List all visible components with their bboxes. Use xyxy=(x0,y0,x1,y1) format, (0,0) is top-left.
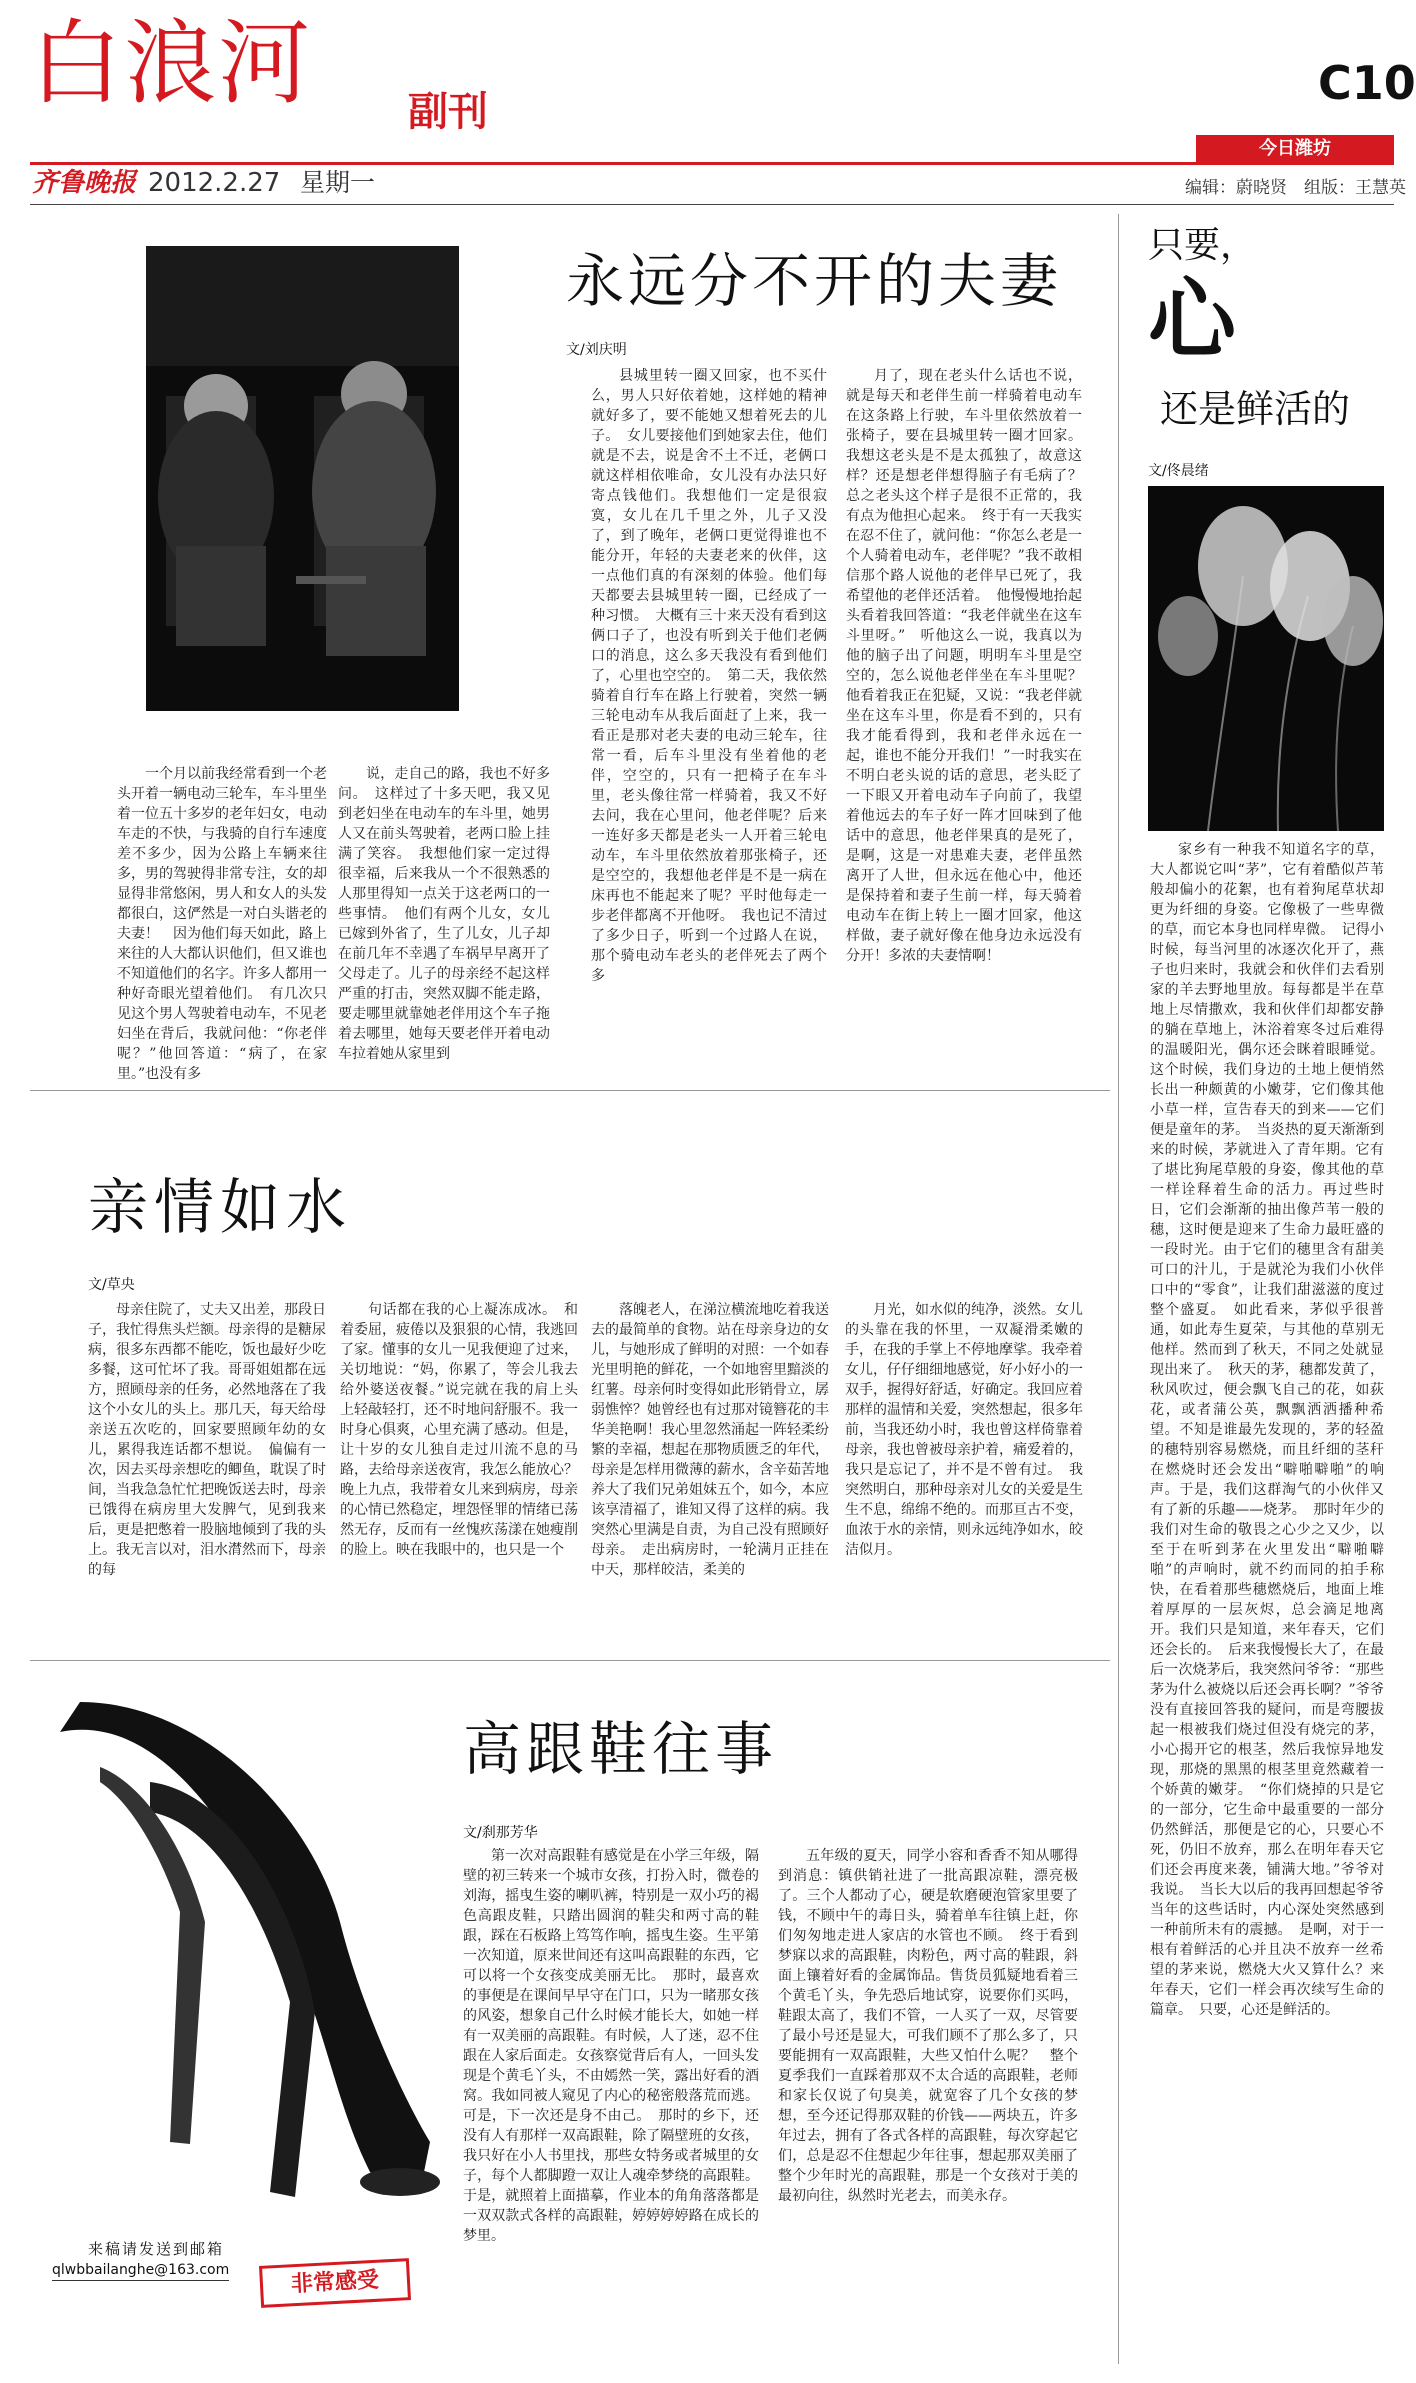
reed-grass-icon xyxy=(1148,486,1384,831)
header-divider xyxy=(30,162,1394,165)
article1-col2-text: 说，走自己的路，我也不好多问。 这样过了十多天吧，我又见到老妇坐在电动车的车斗里，她男人又在前头驾驶着，老两口脸上挂满了笑容。 我想他们家一定过得很幸福，后来我从一个不很熟悉的人那里得知一点关于这老两口的一些事情。 他们有两个儿女，女儿已嫁到外省了，生了儿女，儿子却在前几年不幸遇了车祸早早离开了父母走了。儿子的母亲经不起这样严重的打击，突然双脚不能走路，要走哪里就靠她老伴用这个车子拖着去哪里，她每天要老伴开着电动车拉着她从家里到 xyxy=(338,766,550,1062)
article3-title: 高跟鞋往事 xyxy=(463,1715,779,1783)
article1-column-4 xyxy=(846,366,1082,1079)
high-heel-icon xyxy=(40,1672,445,2227)
page-number: C10 xyxy=(1318,56,1416,110)
article2-column-2 xyxy=(340,1300,592,1648)
article2-bottom-rule xyxy=(30,1660,1110,1661)
article2-col4-text: 月光，如水似的纯净，淡然。女儿的头靠在我的怀里，一双凝滑柔嫩的手，在我的手掌上不停地摩挲。我牵着女儿，仔仔细细地感觉，好小好小的一双手，握得好舒适，好确定。我回应着那样的温情和关爱，突然想起，很多年前，当我还幼小时，我也曾这样倚靠着母亲，我也曾被母亲护着，痛爱着的，我只是忘记了，并不是不曾有过。 我突然明白，那种母亲对儿女的关爱是生生不息，绵绵不绝的。而那亘古不变，血浓于水的亲情，则永远纯净如水，皎洁似月。 xyxy=(845,1302,1083,1558)
article2-title: 亲情如水 xyxy=(88,1173,352,1243)
article4-title-line2: 心 xyxy=(1148,268,1237,371)
issue-date: 2012.2.27 xyxy=(148,168,281,198)
article1-column-2 xyxy=(338,764,550,1079)
article4-title-line1: 只要， xyxy=(1148,225,1257,266)
article1-col1-text: 一个月以前我经常看到一个老头开着一辆电动三轮车，车斗里坐着一位五十多岁的老年妇女，电动车走的不快，与我骑的自行车速度差不多少，因为公路上车辆来往多，男的驾驶得非常专注，女的却显得非常悠闲，男人和女人的头发都很白，这俨然是一对白头谐老的夫妻！ 因为他们每天如此，路上来往的人大都认识他们，但又谁也不知道他们的名字。许多人都用一种好奇眼光望着他们。 有几次只见这个男人驾驶着电动车，不见老妇坐在背后，我就问他：“你老伴呢？”他回答道：“病了，在家里。”也没有多 xyxy=(117,766,327,1082)
paper-name: 齐鲁晚报 xyxy=(32,168,137,198)
section-label: 今日潍坊 xyxy=(1196,135,1394,162)
article2-column-3 xyxy=(591,1300,829,1648)
masthead-title: 白浪河 xyxy=(30,10,313,117)
elderly-couple-photo xyxy=(146,246,459,711)
article2-column-4 xyxy=(845,1300,1083,1648)
article2-col1-text: 母亲住院了，丈夫又出差，那段日子，我忙得焦头烂额。母亲得的是糖尿病，很多东西都不能吃，饭也最好少吃多餐，这可忙坏了我。哥哥姐姐都在远方，照顾母亲的任务，必然地落在了我这个小女儿的头上。那几天，每天给母亲送五次吃的，回家要照顾年幼的女儿，累得我连话都不想说。 偏偏有一次，因去买母亲想吃的鲫鱼，耽误了时间，当我急急忙忙把晚饭送去时，母亲已饿得在病房里大发脾气，见到我来后，更是把憋着一股脑地倾到了我的头上。我无言以对，泪水潸然而下，母亲的每 xyxy=(88,1302,326,1578)
article3-column-1 xyxy=(463,1846,759,2346)
article2-column-1 xyxy=(88,1300,326,1648)
elderly-couple-image-icon xyxy=(146,246,459,711)
article1-byline: 文/刘庆明 xyxy=(566,342,627,358)
article1-column-3 xyxy=(591,366,827,1079)
submission-email[interactable]: qlwbbailanghe@163.com xyxy=(52,2262,229,2281)
article4-body xyxy=(1150,840,1384,2350)
article1-col3-text: 县城里转一圈又回家，也不买什么，男人只好依着她，这样她的精神就好多了，要不能她又想着死去的儿子。 女儿要接他们到她家去住，他们就是不去，说是舍不土不迁，老俩口就这样相依唯命，女儿没有办法只好寄点钱他们。我想他们一定是很寂寞，女儿在几千里之外，儿子又没了，到了晚年，老俩口更觉得谁也不能分开，年轻的夫妻老来的伙伴，这一点他们真的有深刻的体验。他们每天都要去县城里转一圈，已经成了一种习惯。 大概有三十来天没有看到这俩口子了，也没有听到关于他们老俩口的消息，这么多天我没有看到他们了，心里也空空的。 第二天，我依然骑着自行车在路上行驶着，突然一辆三轮电动车从我后面赶了上来，我一看正是那对老夫妻的电动三轮车，往常一看，后车斗里没有坐着他的老伴，空空的，只有一把椅子在车斗里，老头像往常一样骑着，我又不好去问，我在心里问，他老伴呢？后来一连好多天都是老头一人开着三轮电动车，车斗里依然放着那张椅子，还是空空的，我想他老伴是不是一病在床再也不能起来了呢？平时他每走一步老伴都离不开他呀。 我也记不清过了多少日子，听到一个过路人在说，那个骑电动车老头的老伴死去了两个多 xyxy=(591,368,827,984)
article2-col3-text: 落魄老人，在涕泣横流地吃着我送去的最简单的食物。站在母亲身边的女儿，与她形成了鲜明的对照：一个如春光里明艳的鲜花，一个如地窖里黯淡的红薯。母亲何时变得如此形销骨立，孱弱憔悴？她曾经也有过那对镜簪花的丰华美艳啊！我心里忽然涌起一阵轻柔纷繁的幸福，想起在那物质匮乏的年代，母亲是怎样用微薄的薪水，含辛茹苦地养大了我们兄弟姐妹五个，如今，本应该享清福了，谁知又得了这样的病。我突然心里满是自责，为自己没有照顾好母亲。 走出病房时，一轮满月正挂在中天，那样皎洁，柔美的 xyxy=(591,1302,829,1578)
editor-credits: 编辑：蔚晓贤 组版：王慧英 xyxy=(1185,178,1406,198)
reed-grass-photo xyxy=(1148,486,1384,831)
article1-column-1 xyxy=(117,764,327,1082)
article3-col1-text: 第一次对高跟鞋有感觉是在小学三年级，隔壁的初三转来一个城市女孩，打扮入时，微卷的刘海，摇曳生姿的喇叭裤，特别是一双小巧的褐色高跟皮鞋，只踏出圆润的鞋尖和两寸高的鞋跟，踩在石板路上笃笃作响，摇曳生姿。生平第一次知道，原来世间还有这叫高跟鞋的东西，它可以将一个女孩变成美丽无比。 那时，最喜欢的事便是在课间早早守在门口，只为一睹那女孩的风姿，想象自己什么时候才能长大，如她一样有一双美丽的高跟鞋。有时候，人了迷，忍不住跟在人家后面走。女孩察觉背后有人，一回头发现是个黄毛丫头，不由嫣然一笑，露出好看的酒窝。我如同被人窥见了内心的秘密般落荒而逃。可是，下一次还是身不由己。 那时的乡下，还没有人有那样一双高跟鞋，除了隔壁班的女孩，我只好在小人书里找，那些女特务或者城里的女子，每个人都脚蹬一双让人魂牵梦绕的高跟鞋。于是，就照着上面描摹，作业本的角角落落都是一双双款式各样的高跟鞋，婷婷婷婷路在成长的梦里。 xyxy=(463,1848,759,2244)
column-stamp: 非常感受 xyxy=(259,2258,411,2308)
article1-title: 永远分不开的夫妻 xyxy=(566,247,1063,315)
article1-bottom-rule xyxy=(30,1090,1110,1091)
article1-col4-text: 月了，现在老头什么话也不说，就是每天和老伴生前一样骑着电动车在这条路上行驶，车斗里依然放着一张椅子，要在县城里转一圈才回家。我想这老头是不是太孤独了，故意这样？还是想老伴想得脑子有毛病了？总之老头这个样子是很不正常的，我有点为他担心起来。 终于有一天我实在忍不住了，就问他：“你怎么老是一个人骑着电动车，老伴呢？”我不敢相信那个路人说他的老伴早已死了，我希望他的老伴还活着。 他慢慢地抬起头看着我回答道：“我老伴就坐在这车斗里呀。” 听他这么一说，我真以为他的脑子出了问题，明明车斗里是空空的，怎么说他老伴坐在车斗里呢？他看着我正在犯疑，又说：“我老伴就坐在这车斗里，你是看不到的，只有我才能看得到，我和老伴永远在一起，谁也不能分开我们！”一时我实在不明白老头说的话的意思，老头眨了一下眼又开着电动车子向前了，我望着他远去的车子好一阵才回味到了他话中的意思，他老伴果真的是死了，是啊，这是一对患难夫妻，老伴虽然离开了人世，但永远在他心中，他还是保持着和妻子生前一样，每天骑着电动车在街上转上一圈才回家，他这样做，妻子就好像在他身边永远没有分开！多浓的夫妻情啊！ xyxy=(846,368,1082,964)
header-bottom-rule xyxy=(30,204,1394,205)
article4-byline: 文/佟晨绪 xyxy=(1148,463,1209,479)
issue-weekday: 星期一 xyxy=(300,168,376,197)
right-column-divider xyxy=(1118,214,1119,2364)
article4-title-line3: 还是鲜活的 xyxy=(1160,387,1351,431)
article4-body-text: 家乡有一种我不知道名字的草，大人都说它叫“茅”，它有着酷似芦苇般却偏小的花絮，也有着狗尾草状却更为纤细的身姿。它像极了一些卑微的草，而它本身也同样卑微。 记得小时候，每当河里的冰逐次化开了，燕子也归来时，我就会和伙伴们去看别家的羊去野地里放。每每都是半在草地上尽情撒欢，我和伙伴们却都安静的躺在草地上，沐浴着寒冬过后难得的温暖阳光，偶尔还会眯着眼睡觉。这个时候，我们身边的土地上便悄然长出一种颇黄的小嫩芽，它们像其他小草一样，宣告春天的到来——它们便是童年的茅。 当炎热的夏天渐渐到来的时候，茅就进入了青年期。它有了堪比狗尾草般的身姿，像其他的草一样诠释着生命的活力。再过些时日，它们会渐渐的抽出像芦苇一般的穗，这时便是迎来了生命力最旺盛的一段时光。由于它们的穗里含有甜美可口的汁儿，于是就沦为我们小伙伴口中的“零食”，让我们甜滋滋的度过整个盛夏。 如此看来，茅似乎很普通，如此寿生夏荣，与其他的草别无他样。然而到了秋天，不同之处就显现出来了。 秋天的茅，穗都发黄了，秋风吹过，便会飘飞自己的花，如荻花，或者蒲公英，飘飘洒洒播种希望。不知是谁最先发现的，茅的轻盈的穗特别容易燃烧，而且纤细的茎秆在燃烧时还会发出“噼啪噼啪”的响声。于是，我们这群淘气的小伙伴又有了新的乐趣——烧茅。 那时年少的我们对生命的敬畏之心少之又少，以至于在听到茅在火里发出“噼啪噼啪”的声响时，就不约而同的拍手称快，在看着那些穗燃烧后，地面上堆着厚厚的一层灰烬，总会滴足地离开。我们只是知道，来年春天，它们还会长的。 后来我慢慢长大了，在最后一次烧茅后，我突然问爷爷：“那些茅为什么被烧以后还会再长啊？”爷爷没有直接回答我的疑问，而是弯腰拔起一根被我们烧过但没有烧完的茅，小心揭开它的根茎，然后我惊异地发现，那烧的黑黑的根茎里竟然藏着一个娇黄的嫩芽。 “你们烧掉的只是它的一部分，它生命中最重要的一部分仍然鲜活，那便是它的心，只要心不死，仍旧不放弃，那么在明年春天它们还会再度来袭，铺满大地。”爷爷对我说。 当长大以后的我再回想起爷爷当年的这些话时，内心深处突然感到一种前所未有的震撼。 是啊，对于一根有着鲜活的心并且决不放弃一丝希望的茅来说，燃烧大火又算什么？来年春天，它们一样会再次续写生命的篇章。 只要，心还是鲜活的。 xyxy=(1150,842,1384,2018)
article2-byline: 文/草央 xyxy=(88,1277,135,1293)
submission-note: 来稿请发送到邮箱 xyxy=(88,2240,225,2258)
masthead-subtitle: 副刊 xyxy=(408,88,488,135)
article3-column-2 xyxy=(778,1846,1078,2346)
article2-col2-text: 句话都在我的心上凝冻成冰。 和着委屈，疲倦以及狠狠的心情，我逃回了家。懂事的女儿一见我便迎了过来，关切地说：“妈，你累了，等会儿我去给外婆送夜餐。”说完就在我的肩上头上轻敲轻打，还不时地问舒服不。我一时身心俱爽，心里充满了感动。但是，让十岁的女儿独自走过川流不息的马路，去给母亲送夜宵，我怎么能放心？ 晚上九点，我带着女儿来到病房，母亲的心情已然稳定，埋怨怪罪的情绪已荡然无存，反而有一丝愧疚荡漾在她瘦削的脸上。映在我眼中的，也只是一个 xyxy=(340,1302,592,1558)
article3-byline: 文/刹那芳华 xyxy=(463,1825,538,1841)
high-heel-shoes-photo xyxy=(40,1672,445,2227)
article3-col2-text: 五年级的夏天，同学小容和香香不知从哪得到消息：镇供销社进了一批高跟凉鞋，漂亮极了。三个人都动了心，硬是软磨硬泡管家里要了钱，不顾中午的毒日头，骑着单车往镇上赶，你们匆匆地走进人家店的水管也不顾。 终于看到梦寐以求的高跟鞋，肉粉色，两寸高的鞋跟，斜面上镶着好看的金属饰品。售货员狐疑地看着三个黄毛丫头，争先恐后地试穿，说要你们买吗，鞋跟太高了，我们不管，一人买了一双，尽管要了最小号还是显大，可我们顾不了那么多了，只要能拥有一双高跟鞋，大些又怕什么呢？ 整个夏季我们一直踩着那双不太合适的高跟鞋，老师和家长仅说了句臭美，就宽容了几个女孩的梦想，至今还记得那双鞋的价钱——两块五，许多年过去，拥有了各式各样的高跟鞋，每次穿起它们，总是忍不住想起少年往事，想起那双美丽了整个少年时光的高跟鞋，那是一个女孩对于美的最初向往，纵然时光老去，而美永存。 xyxy=(778,1848,1078,2204)
